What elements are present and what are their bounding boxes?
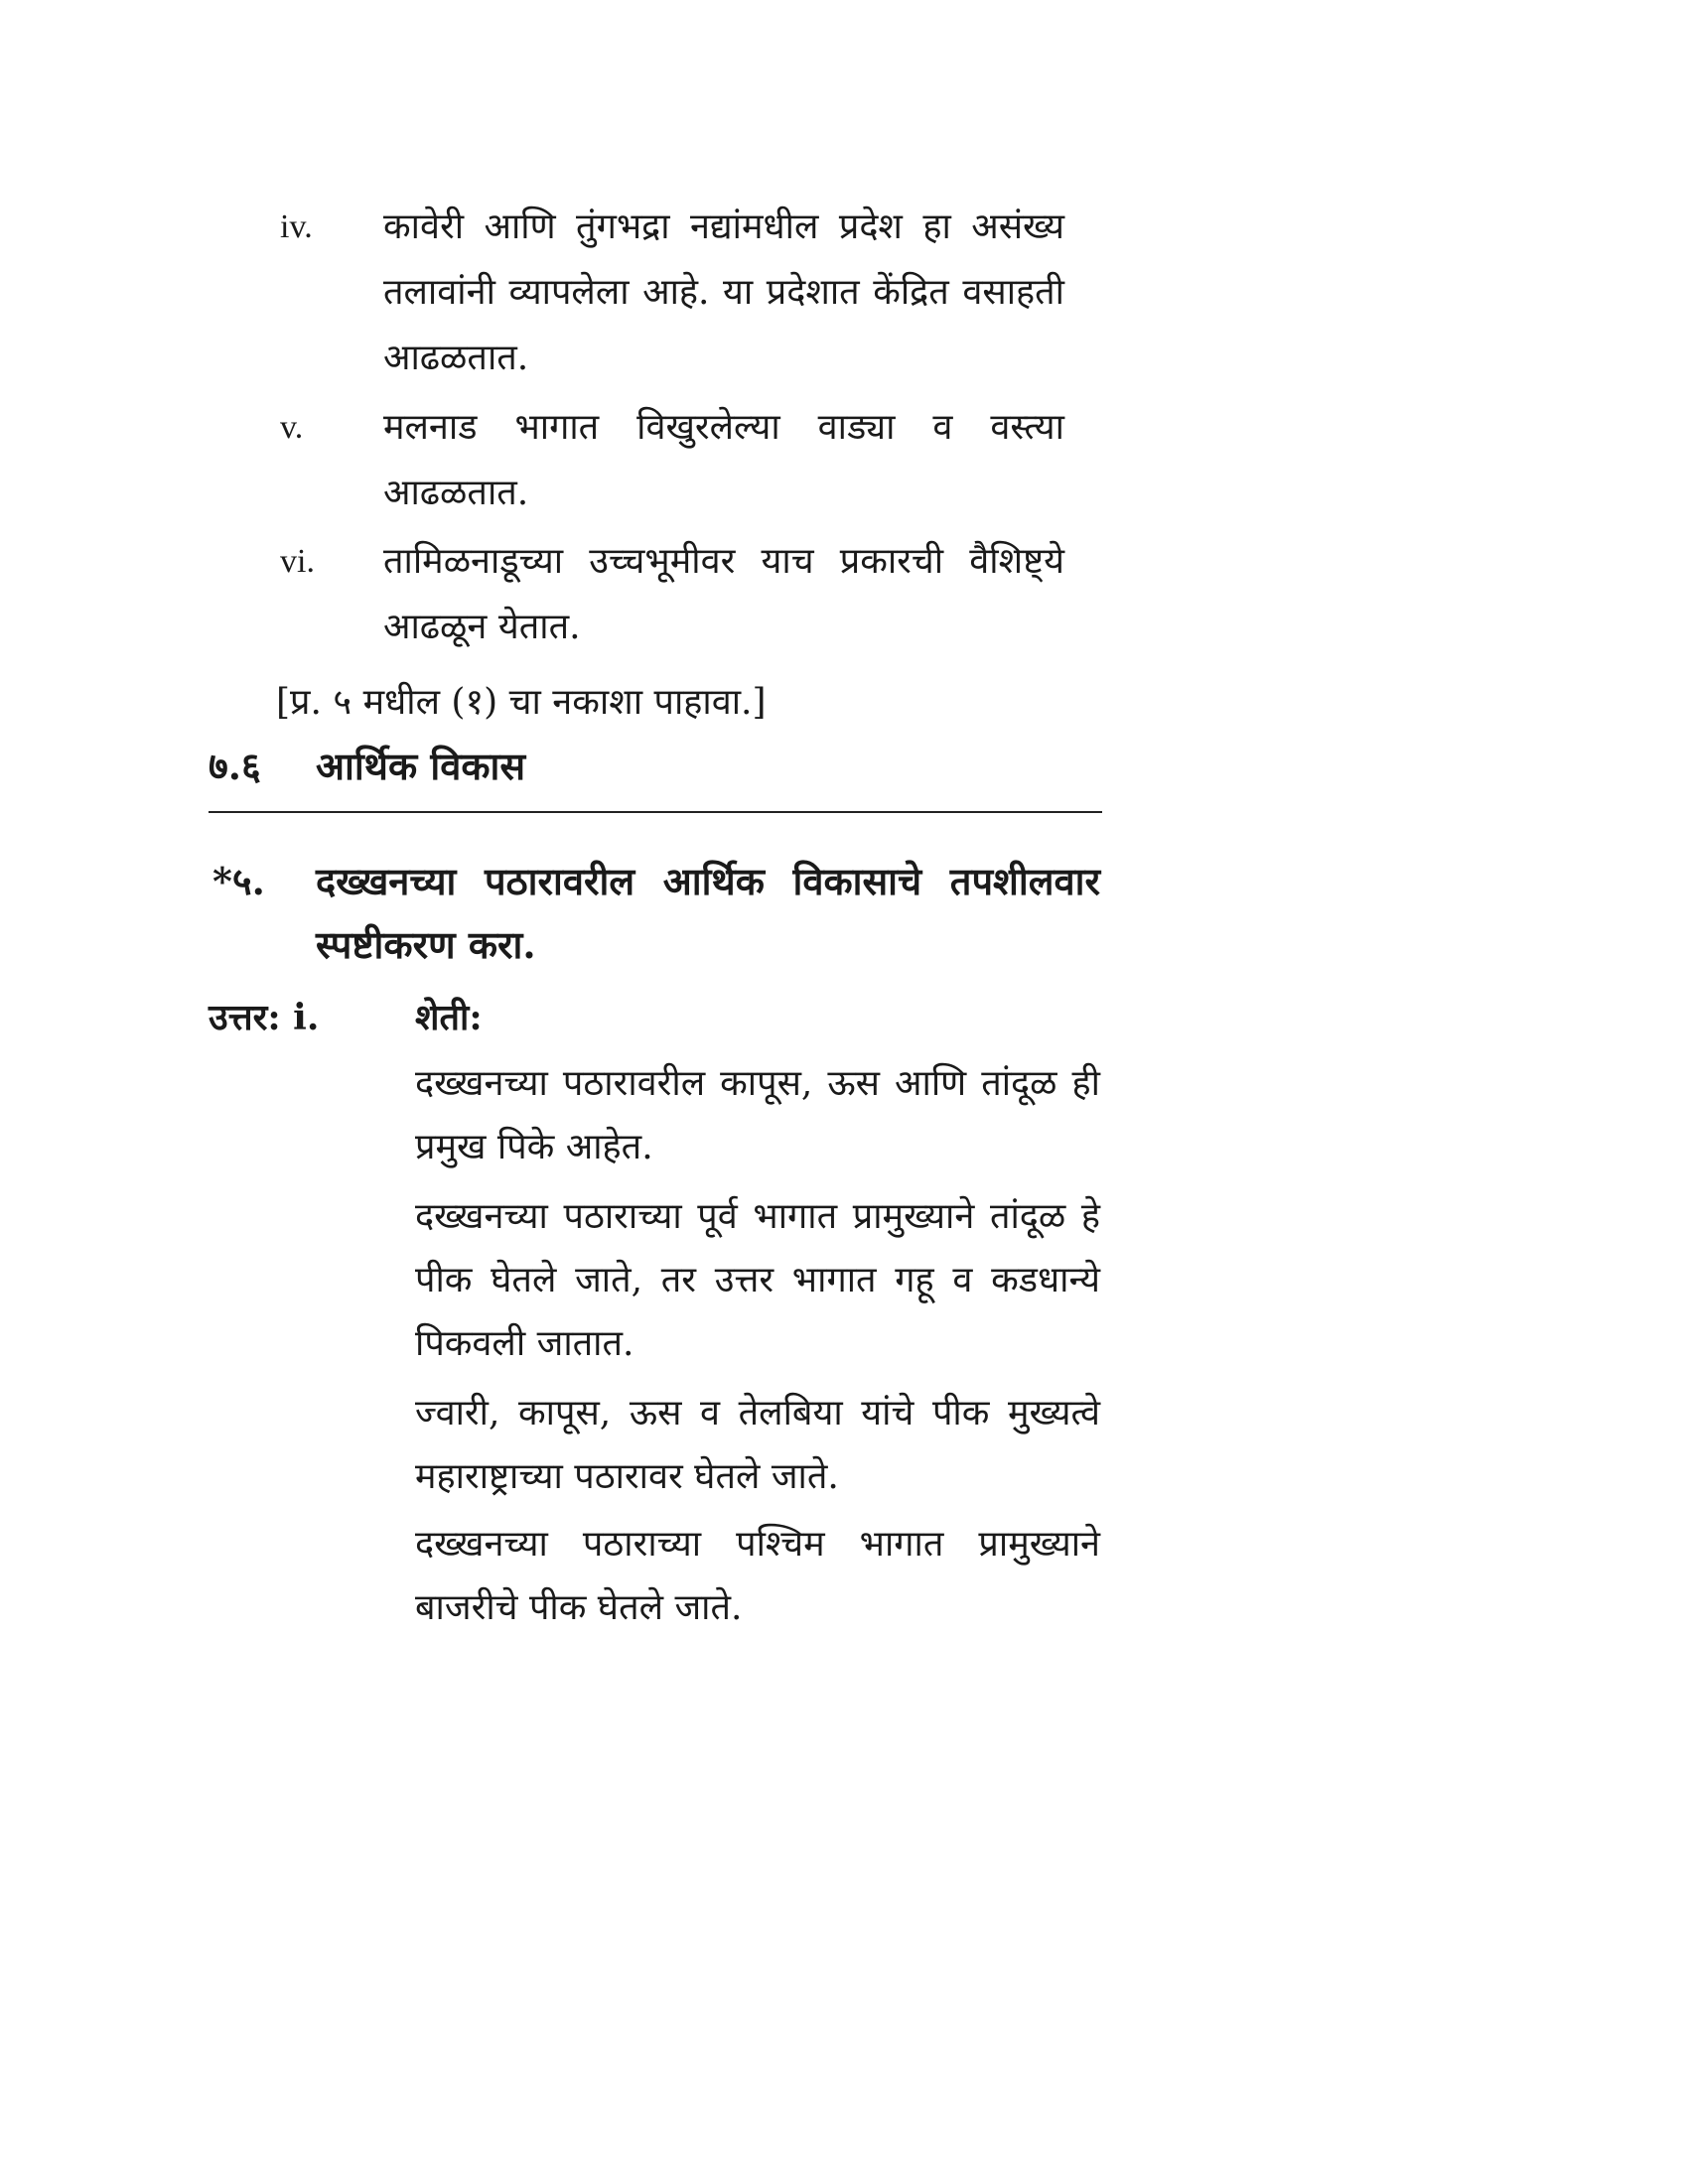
answer-paragraph: ज्वारी, कापूस, ऊस व तेलबिया यांचे पीक मुख्यत्वे महाराष्ट्राच्या पठारावर घेतले जाते.	[415, 1393, 1100, 1497]
list-item-text: तामिळनाडूच्या उच्चभूमीवर याच प्रकारची वैशिष्ट्ये आढळून येतात.	[383, 541, 1064, 647]
list-item-text: मलनाड भागात विखुरलेल्या वाड्या व वस्त्या आढळतात.	[383, 407, 1064, 513]
answer-paragraph: दख्खनच्या पठारावरील कापूस, ऊस आणि तांदूळ ही प्रमुख पिके आहेत.	[415, 1063, 1100, 1167]
answer-label: उत्तर: i.	[209, 997, 320, 1038]
answer-subheading: शेती:	[415, 997, 483, 1038]
section-number: ७.६	[209, 744, 261, 788]
list-marker: v.	[280, 409, 304, 446]
question-text: दख्खनच्या पठारावरील आर्थिक विकासाचे तपशीलवार स्पष्टीकरण करा.	[316, 859, 1100, 967]
answer-paragraph: दख्खनच्या पठाराच्या पूर्व भागात प्रामुख्याने तांदूळ हे पीक घेतले जाते, तर उत्तर भागात गहू व कडधान्ये पिकवली जातात.	[415, 1196, 1100, 1364]
section-heading	[209, 737, 525, 796]
list-marker: iv.	[280, 208, 313, 245]
question-number: *५.	[212, 859, 265, 903]
list-item-text: कावेरी आणि तुंगभद्रा नद्यांमधील प्रदेश हा असंख्य तलावांनी व्यापलेला आहे. या प्रदेशात केंद्रित वसाहती आढळतात.	[383, 206, 1064, 378]
answer-paragraph: दख्खनच्या पठाराच्या पश्चिम भागात प्रामुख्याने बाजरीचे पीक घेतले जाते.	[415, 1524, 1100, 1628]
map-reference-note: [प्र. ५ मधील (१) चा नकाशा पाहावा.]	[276, 682, 767, 723]
section-title: आर्थिक विकास	[316, 744, 526, 788]
list-marker: vi.	[280, 543, 315, 580]
section-divider	[209, 811, 1102, 813]
